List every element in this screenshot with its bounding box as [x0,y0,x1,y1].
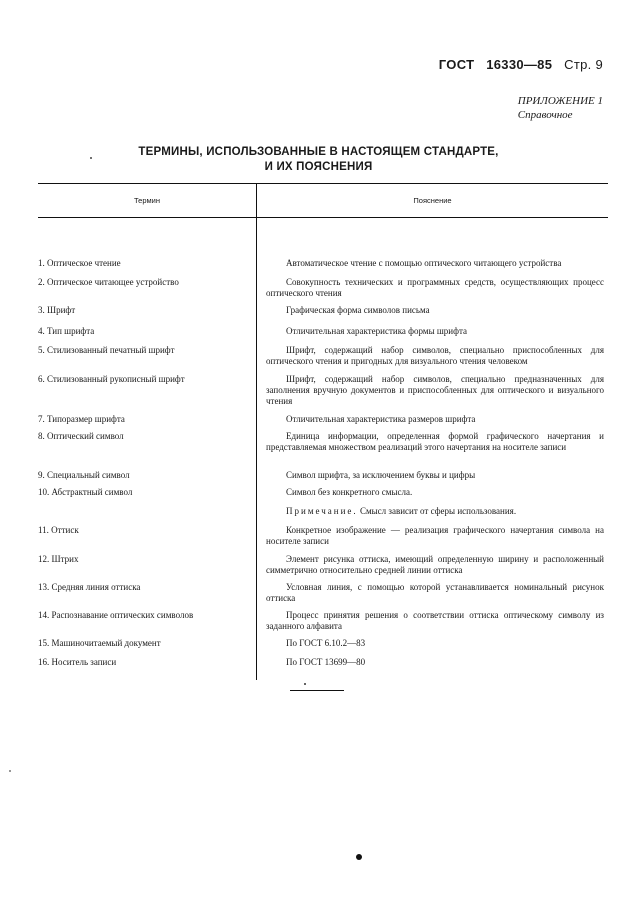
explanation-cell: Шрифт, содержащий набор символов, специально предназначенных для заполнения вручную документов и приспособленных для оптического и визуального чтения [266,374,604,406]
terms-table [38,183,608,680]
term-cell: 3. Шрифт [38,305,76,315]
standard-number: 16330—85 [486,57,553,72]
explanation-cell: Символ без конкретного смысла. [286,487,413,497]
appendix-label: ПРИЛОЖЕНИЕ 1 [517,95,603,107]
note-lead: Примечание. [286,506,358,516]
explanation-cell: По ГОСТ 6.10.2—83 [286,638,366,648]
term-cell: 15. Машиночитаемый документ [38,638,161,648]
table-note [266,506,604,517]
explanation-cell: Отличительная характеристика формы шрифта [286,326,467,336]
appendix-kind: Справочное [517,109,573,121]
term-cell: 7. Типоразмер шрифта [38,414,125,424]
term-cell: 4. Тип шрифта [38,326,95,336]
explanation-cell: Процесс принятия решения о соответствии оттиска оптическому символу из заданного алфавита [266,610,604,631]
column-divider [256,218,257,680]
term-cell: 9. Специальный символ [38,470,130,480]
explanation-cell: Элемент рисунка оттиска, имеющий определенную ширину и расположенный симметрично относительно средней линии оттиска [266,554,604,575]
term-cell: 14. Распознавание оптических символов [38,610,194,620]
note-text: Смысл зависит от сферы использования. [357,506,517,516]
end-rule [290,690,344,691]
explanation-cell: Конкретное изображение — реализация графического начертания символа на носителе записи [266,525,604,546]
page-title [0,145,637,175]
table-header [38,183,608,218]
table-body [38,218,608,680]
explanation-cell: Графическая форма символов письма [286,305,430,315]
term-cell: 13. Средняя линия оттиска [38,582,141,592]
column-header-term: Термин [38,184,257,217]
explanation-cell: Совокупность технических и программных средств, осуществляющих процесс оптического чтения [266,277,604,298]
explanation-cell: Единица информации, определенная формой графического начертания и представляемая множеством реализаций этого начертания на носителе записи [266,431,604,452]
term-cell: 6. Стилизованный рукописный шрифт [38,374,185,384]
term-cell: 5. Стилизованный печатный шрифт [38,345,175,355]
speck-mark [9,770,11,772]
term-cell: 8. Оптический символ [38,431,124,441]
explanation-cell: По ГОСТ 13699—80 [286,657,366,667]
standard-label: ГОСТ [438,57,475,72]
term-cell: 16. Носитель записи [38,657,117,667]
title-line-1: ТЕРМИНЫ, ИСПОЛЬЗОВАННЫЕ В НАСТОЯЩЕМ СТАНДАРТЕ, [138,146,499,158]
term-cell: 1. Оптическое чтение [38,258,121,268]
term-cell: 12. Штрих [38,554,79,564]
column-header-explanation: Пояснение [413,196,452,205]
page-header [431,57,603,72]
explanation-cell: Автоматическое чтение с помощью оптического читающего устройства [286,258,562,268]
explanation-cell: Символ шрифта, за исключением буквы и цифры [286,470,476,480]
ink-dot [356,854,362,860]
page-number: Стр. 9 [564,57,603,72]
explanation-cell: Отличительная характеристика размеров шрифта [286,414,476,424]
explanation-cell: Условная линия, с помощью которой устанавливается номинальный рисунок оттиска [266,582,604,603]
term-cell: 11. Оттиск [38,525,79,535]
explanation-cell: Шрифт, содержащий набор символов, специально приспособленных для оптического чтения и пригодных для визуального чтения человеком [266,345,604,366]
appendix-block [518,94,603,122]
term-cell: 2. Оптическое читающее устройство [38,277,179,287]
speck-mark [304,683,306,685]
term-cell: 10. Абстрактный символ [38,487,133,497]
title-line-2: И ИХ ПОЯСНЕНИЯ [264,161,373,173]
